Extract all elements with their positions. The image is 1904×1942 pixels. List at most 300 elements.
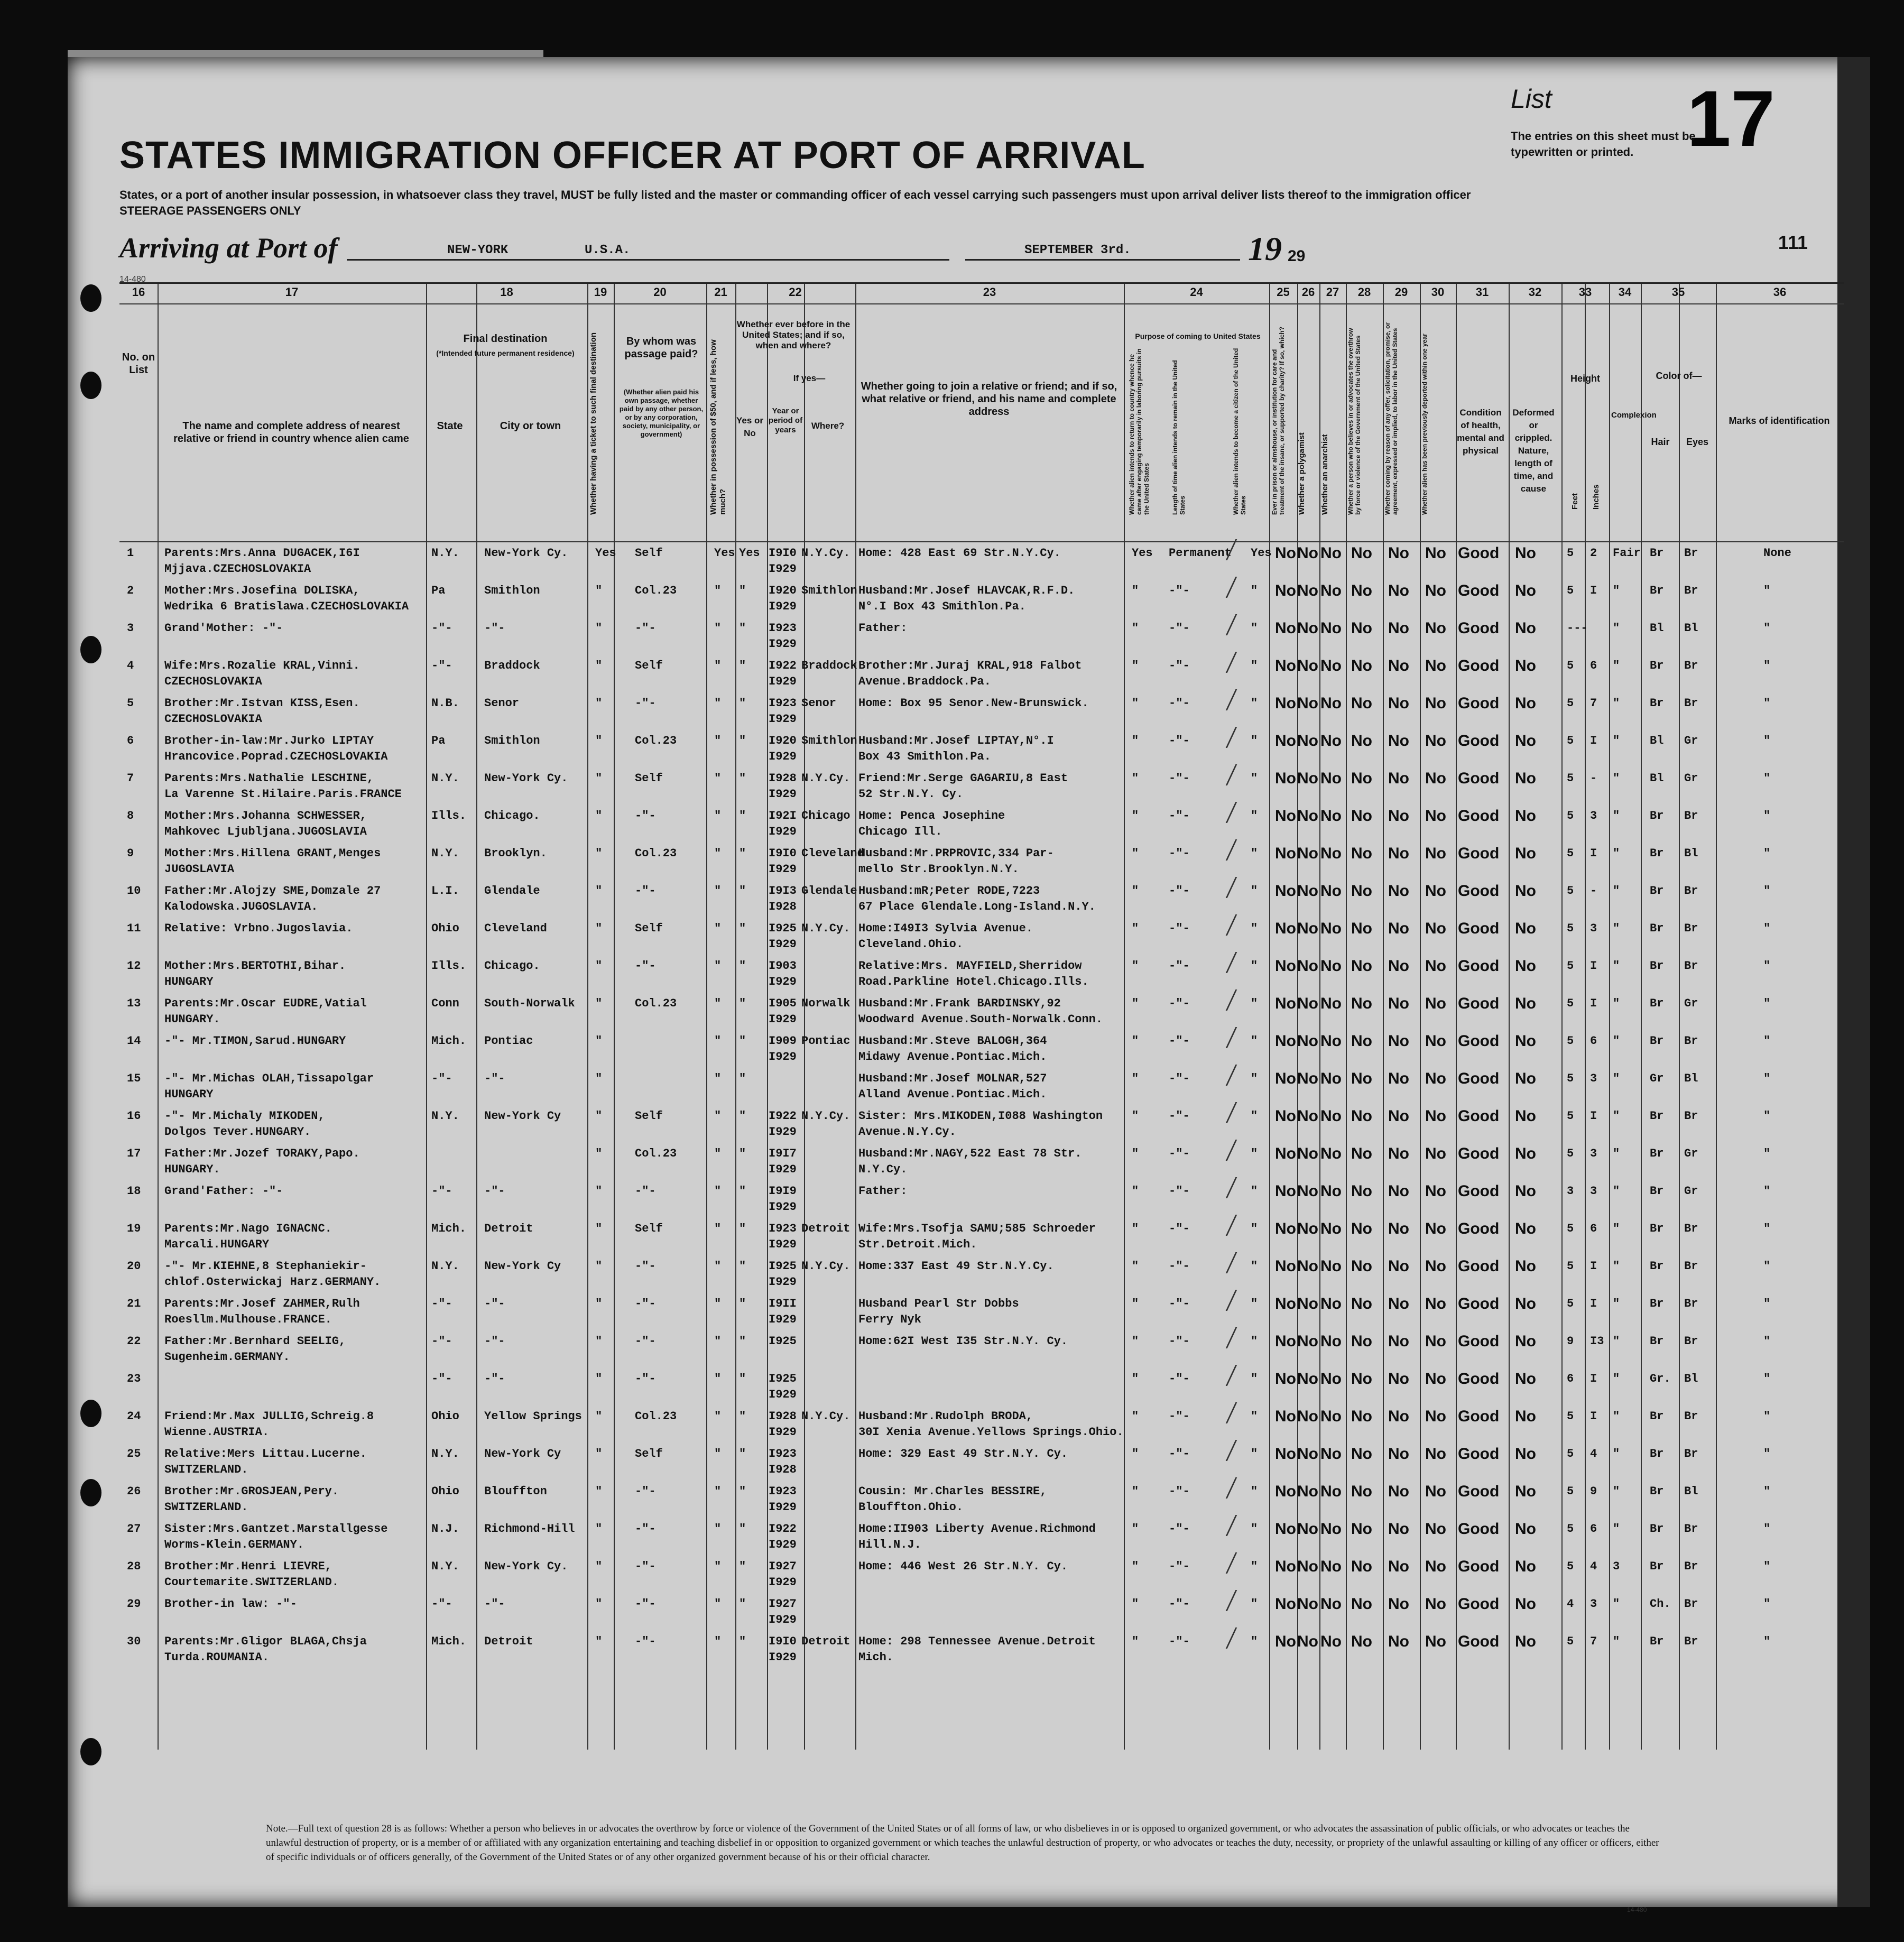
joining-line1: Home: Penca Josephine — [858, 809, 1005, 822]
health-condition: Good — [1458, 1408, 1500, 1425]
eye-color: Br — [1684, 1297, 1698, 1310]
purpose-length: -"- — [1169, 1522, 1190, 1536]
health-condition: Good — [1458, 1032, 1500, 1050]
destination-state: N.B. — [431, 697, 459, 710]
before-year-start: I923 — [769, 622, 797, 635]
height-inches: 9 — [1590, 1485, 1597, 1498]
height-feet: 5 — [1567, 997, 1574, 1010]
before-where: Detroit — [801, 1635, 851, 1648]
anarchist-answer: No — [1320, 995, 1342, 1012]
hair-color: Br — [1650, 997, 1664, 1010]
steerage-label: STEERAGE PASSENGERS ONLY — [119, 204, 301, 217]
joining-line2: mello Str.Brooklyn.N.Y. — [858, 863, 1019, 876]
deported-answer: No — [1425, 1295, 1446, 1312]
fifty-dollars-answer: " — [714, 1335, 722, 1348]
destination-city: Pontiac — [484, 1034, 533, 1048]
destination-city: Blouffton — [484, 1485, 547, 1498]
joining-line2: Avenue.N.Y.Cy. — [858, 1125, 956, 1139]
polygamist-answer: No — [1297, 1633, 1318, 1650]
joining-line1: Home: 329 East 49 Str.N.Y. Cy. — [858, 1447, 1068, 1460]
fifty-dollars-answer: " — [714, 1372, 722, 1385]
overthrow-answer: No — [1351, 695, 1372, 712]
prison-answer: No — [1275, 1595, 1296, 1613]
relative-address-line1: Parents:Mr.Josef ZAHMER,Rulh — [164, 1297, 360, 1310]
before-in-us-answer: " — [739, 1147, 746, 1160]
passage-paid-by: Self — [635, 1447, 663, 1460]
before-year-start: I92I — [769, 809, 797, 822]
purpose-citizen: Yes — [1251, 547, 1272, 560]
ticket-answer: " — [595, 847, 603, 860]
overthrow-answer: No — [1351, 1220, 1372, 1237]
height-feet: 5 — [1567, 1072, 1574, 1085]
prison-answer: No — [1275, 657, 1296, 674]
destination-city: New-York Cy — [484, 1109, 561, 1123]
deformed-answer: No — [1515, 1333, 1536, 1350]
before-in-us-answer: " — [739, 1522, 746, 1536]
passage-paid-by: Col.23 — [635, 1410, 677, 1423]
fifty-dollars-answer: " — [714, 1034, 722, 1048]
height-feet: 3 — [1567, 1185, 1574, 1198]
height-feet: 5 — [1567, 1635, 1574, 1648]
destination-city: -"- — [484, 1297, 505, 1310]
anarchist-answer: No — [1320, 920, 1342, 937]
complexion-value: " — [1613, 884, 1620, 898]
before-where: N.Y.Cy. — [801, 1109, 851, 1123]
table-row — [119, 1221, 1844, 1258]
row-number: 11 — [127, 922, 141, 935]
height-inches: 6 — [1590, 659, 1597, 672]
purpose-length: -"- — [1169, 1185, 1190, 1198]
joining-line1: Home:I49I3 Sylvia Avenue. — [858, 922, 1033, 935]
hair-color: Br — [1650, 809, 1664, 822]
fifty-dollars-answer: " — [714, 622, 722, 635]
before-year-end: I928 — [769, 1463, 797, 1476]
before-year-end: I929 — [769, 1125, 797, 1139]
ticket-answer: " — [595, 1635, 603, 1648]
header-relative-address: The name and complete address of nearest relative or friend in country whence alien came — [173, 420, 409, 445]
before-year-end: I929 — [769, 562, 797, 576]
identification-marks: " — [1763, 659, 1771, 672]
overthrow-answer: No — [1351, 1595, 1372, 1613]
promise-answer: No — [1388, 1408, 1409, 1425]
health-condition: Good — [1458, 1220, 1500, 1237]
destination-state: N.Y. — [431, 847, 459, 860]
height-feet: 5 — [1567, 1297, 1574, 1310]
footnote-question-28: Note.—Full text of question 28 is as follows: Whether a person who believes in or advocates the overthrow by force or violence of the Government of the United States or of all forms of law, or who disbelieves in or is opposed to organized government, or who advocates the assassination of public officials, or who advocates or teaches the unlawful destruction of property, or is a member of or affiliated with any organization entertaining and teaching disbelief in or opposition to organized government or which teaches the unlawful destruction of property, or who advocates or teaches the duty, necessity, or propriety of the unlawful assaulting or killing of any officer or officers, either of specific individuals or of officers generally, of the Government of the United States or of any other organized government because of his or their official character. — [266, 1823, 1659, 1863]
instructions-line: States, or a port of another insular possession, in whatsoever class they travel, MUST be fully listed and the master or commanding officer of each vessel carrying such passengers must upon arrival deliver lists thereof to the immigration officer — [119, 188, 1471, 201]
prison-answer: No — [1275, 807, 1296, 825]
destination-city: -"- — [484, 1335, 505, 1348]
overthrow-answer: No — [1351, 1445, 1372, 1463]
table-row — [119, 1259, 1844, 1296]
overthrow-answer: No — [1351, 1145, 1372, 1162]
header-overthrow: Whether a person who believes in or advocates the overthrow by force or violence of the Government of the United States — [1347, 328, 1362, 515]
destination-state: Mich. — [431, 1635, 467, 1648]
relative-address-line1: Mother:Mrs.BERTOTHI,Bihar. — [164, 959, 346, 973]
table-row — [119, 883, 1844, 920]
prison-answer: No — [1275, 1295, 1296, 1312]
form-title: STATES IMMIGRATION OFFICER AT PORT OF ARRIVAL — [119, 134, 1145, 177]
promise-answer: No — [1388, 920, 1409, 937]
complexion-value: " — [1613, 1109, 1620, 1123]
height-feet: 5 — [1567, 1522, 1574, 1536]
table-row — [119, 1108, 1844, 1145]
relative-address-line1: Mother:Mrs.Johanna SCHWESSER, — [164, 809, 367, 822]
promise-answer: No — [1388, 1107, 1409, 1125]
before-where: Norwalk — [801, 997, 851, 1010]
overthrow-answer: No — [1351, 957, 1372, 975]
complexion-value: " — [1613, 1335, 1620, 1348]
height-feet: 5 — [1567, 734, 1574, 747]
polygamist-answer: No — [1297, 582, 1318, 599]
row-number: 23 — [127, 1372, 141, 1385]
passage-paid-by: Self — [635, 659, 663, 672]
deformed-answer: No — [1515, 1182, 1536, 1200]
passage-paid-by: -"- — [635, 622, 656, 635]
relative-address-line1: Grand'Mother: -"- — [164, 622, 283, 635]
passage-paid-by: Self — [635, 1222, 663, 1235]
purpose-length: -"- — [1169, 1072, 1190, 1085]
purpose-citizen: " — [1251, 1297, 1258, 1310]
column-number: 23 — [983, 285, 996, 299]
relative-address-line2: Marcali.HUNGARY — [164, 1238, 270, 1251]
health-condition: Good — [1458, 544, 1500, 562]
row-number: 20 — [127, 1260, 141, 1273]
health-condition: Good — [1458, 657, 1500, 674]
joining-line1: Husband:Mr.Rudolph BRODA, — [858, 1410, 1033, 1423]
ticket-answer: " — [595, 1147, 603, 1160]
destination-state: Mich. — [431, 1034, 467, 1048]
destination-state: N.Y. — [431, 772, 459, 785]
table-row — [119, 733, 1844, 770]
height-inches: I — [1590, 1260, 1597, 1273]
deformed-answer: No — [1515, 1445, 1536, 1463]
purpose-citizen: " — [1251, 1485, 1258, 1498]
relative-address-line2: HUNGARY. — [164, 1013, 220, 1026]
height-feet: 4 — [1567, 1597, 1574, 1611]
anarchist-answer: No — [1320, 544, 1342, 562]
overthrow-answer: No — [1351, 619, 1372, 637]
polygamist-answer: No — [1297, 1370, 1318, 1388]
promise-answer: No — [1388, 995, 1409, 1012]
eye-color: Br — [1684, 584, 1698, 597]
health-condition: Good — [1458, 1445, 1500, 1463]
complexion-value: " — [1613, 1222, 1620, 1235]
column-number: 35 — [1671, 285, 1685, 299]
purpose-length: -"- — [1169, 1297, 1190, 1310]
height-feet: 5 — [1567, 847, 1574, 860]
relative-address-line1: Brother:Mr.Istvan KISS,Esen. — [164, 697, 360, 710]
deformed-answer: No — [1515, 1408, 1536, 1425]
header-year-period: Year or period of years — [768, 406, 803, 434]
passage-paid-by: Self — [635, 547, 663, 560]
joining-line2: Woodward Avenue.South-Norwalk.Conn. — [858, 1013, 1103, 1026]
row-number: 27 — [127, 1522, 141, 1536]
identification-marks: " — [1763, 922, 1771, 935]
hair-color: Br — [1650, 1109, 1664, 1123]
relative-address-line1: Mother:Mrs.Hillena GRANT,Menges — [164, 847, 381, 860]
purpose-citizen: " — [1251, 1335, 1258, 1348]
before-where: Braddock — [801, 659, 857, 672]
hair-color: Gr. — [1650, 1372, 1671, 1385]
form-code: 14-480 — [119, 275, 146, 284]
overthrow-answer: No — [1351, 1520, 1372, 1538]
row-number: 25 — [127, 1447, 141, 1460]
anarchist-answer: No — [1320, 1633, 1342, 1650]
height-inches: - — [1590, 884, 1597, 898]
promise-answer: No — [1388, 1145, 1409, 1162]
fifty-dollars-answer: " — [714, 1260, 722, 1273]
fifty-dollars-answer: " — [714, 1522, 722, 1536]
before-in-us-answer: " — [739, 1560, 746, 1573]
table-row — [119, 808, 1844, 845]
purpose-citizen: " — [1251, 1147, 1258, 1160]
deported-answer: No — [1425, 544, 1446, 562]
complexion-value: Fair — [1613, 547, 1641, 560]
prison-answer: No — [1275, 770, 1296, 787]
binder-hole — [80, 1738, 101, 1765]
height-feet: 5 — [1567, 697, 1574, 710]
joining-line1: Husband:mR;Peter RODE,7223 — [858, 884, 1040, 898]
row-number: 16 — [127, 1109, 141, 1123]
deformed-answer: No — [1515, 657, 1536, 674]
deported-answer: No — [1425, 732, 1446, 750]
relative-address-line2: CZECHOSLOVAKIA — [164, 675, 262, 688]
header-color-of: Color of— — [1656, 371, 1702, 381]
before-year-end: I929 — [769, 637, 797, 651]
polygamist-answer: No — [1297, 920, 1318, 937]
overthrow-answer: No — [1351, 845, 1372, 862]
destination-city: -"- — [484, 1372, 505, 1385]
binder-hole — [80, 1479, 101, 1506]
column-number: 20 — [653, 285, 667, 299]
identification-marks: " — [1763, 772, 1771, 785]
eye-color: Gr — [1684, 1147, 1698, 1160]
before-in-us-answer: " — [739, 922, 746, 935]
polygamist-answer: No — [1297, 1182, 1318, 1200]
relative-address-line1: Father:Mr.Alojzy SME,Domzale 27 — [164, 884, 381, 898]
deported-answer: No — [1425, 695, 1446, 712]
purpose-length: -"- — [1169, 1597, 1190, 1611]
height-inches: 6 — [1590, 1222, 1597, 1235]
relative-address-line2: JUGOSLAVIA — [164, 863, 235, 876]
destination-state: -"- — [431, 659, 452, 672]
promise-answer: No — [1388, 544, 1409, 562]
before-year-end: I929 — [769, 713, 797, 726]
header-prison: Ever in prison or almshouse, or institution for care and treatment of the insane, or supported by charity? If so, which? — [1271, 326, 1286, 515]
purpose-citizen: " — [1251, 1034, 1258, 1048]
complexion-value: " — [1613, 772, 1620, 785]
binder-hole — [80, 1400, 101, 1427]
ticket-answer: " — [595, 884, 603, 898]
before-year-end: I929 — [769, 1426, 797, 1439]
relative-address-line1: Brother-in-law:Mr.Jurko LIPTAY — [164, 734, 374, 747]
joining-line2: Ferry Nyk — [858, 1313, 921, 1326]
joining-line1: Sister: Mrs.MIKODEN,I088 Washington — [858, 1109, 1103, 1123]
purpose-citizen: " — [1251, 1597, 1258, 1611]
complexion-value: " — [1613, 1635, 1620, 1648]
joining-line2: 67 Place Glendale.Long-Island.N.Y. — [858, 900, 1096, 913]
column-number: 27 — [1326, 285, 1339, 299]
joining-line1: Home: 446 West 26 Str.N.Y. Cy. — [858, 1560, 1068, 1573]
purpose-length: -"- — [1169, 659, 1190, 672]
height-feet: 5 — [1567, 1560, 1574, 1573]
purpose-length: -"- — [1169, 1560, 1190, 1573]
purpose-return: " — [1132, 1072, 1139, 1085]
hair-color: Br — [1650, 1560, 1664, 1573]
before-year-start: I922 — [769, 1522, 797, 1536]
fifty-dollars-answer: " — [714, 1635, 722, 1648]
purpose-citizen: " — [1251, 772, 1258, 785]
fifty-dollars-answer: " — [714, 1410, 722, 1423]
hair-color: Br — [1650, 1185, 1664, 1198]
relative-address-line1: Sister:Mrs.Gantzet.Marstallgesse — [164, 1522, 388, 1536]
relative-address-line1: Parents:Mr.Oscar EUDRE,Vatial — [164, 997, 367, 1010]
before-in-us-answer: " — [739, 1185, 746, 1198]
anarchist-answer: No — [1320, 657, 1342, 674]
purpose-return: " — [1132, 809, 1139, 822]
destination-state: N.J. — [431, 1522, 459, 1536]
before-year-end: I929 — [769, 1238, 797, 1251]
overthrow-answer: No — [1351, 1070, 1372, 1087]
anarchist-answer: No — [1320, 1445, 1342, 1463]
row-number: 26 — [127, 1485, 141, 1498]
before-year-start: I927 — [769, 1597, 797, 1611]
fifty-dollars-answer: " — [714, 959, 722, 973]
table-row — [119, 958, 1844, 995]
overthrow-answer: No — [1351, 1633, 1372, 1650]
row-number: 15 — [127, 1072, 141, 1085]
identification-marks: " — [1763, 1560, 1771, 1573]
relative-address-line2: HUNGARY — [164, 1088, 214, 1101]
ticket-answer: " — [595, 734, 603, 747]
deformed-answer: No — [1515, 582, 1536, 599]
column-number: 21 — [714, 285, 727, 299]
relative-address-line2: Hrancovice.Poprad.CZECHOSLOVAKIA — [164, 750, 388, 763]
promise-answer: No — [1388, 1220, 1409, 1237]
deported-answer: No — [1425, 920, 1446, 937]
height-inches: I3 — [1590, 1335, 1604, 1348]
height-feet: 6 — [1567, 1372, 1574, 1385]
row-number: 10 — [127, 884, 141, 898]
prison-answer: No — [1275, 1182, 1296, 1200]
polygamist-answer: No — [1297, 845, 1318, 862]
before-year-end: I929 — [769, 1388, 797, 1401]
ticket-answer: " — [595, 1560, 603, 1573]
purpose-length: -"- — [1169, 959, 1190, 973]
column-number: 17 — [285, 285, 299, 299]
passage-paid-by: -"- — [635, 959, 656, 973]
destination-state: -"- — [431, 1335, 452, 1348]
column-number: 28 — [1357, 285, 1371, 299]
before-where: Detroit — [801, 1222, 851, 1235]
joining-line1: Home:II903 Liberty Avenue.Richmond — [858, 1522, 1096, 1536]
deformed-answer: No — [1515, 1595, 1536, 1613]
health-condition: Good — [1458, 1333, 1500, 1350]
identification-marks: " — [1763, 847, 1771, 860]
purpose-return: " — [1132, 1260, 1139, 1273]
table-row — [119, 545, 1844, 582]
ticket-answer: " — [595, 959, 603, 973]
column-number: 34 — [1618, 285, 1632, 299]
header-height: Height — [1570, 373, 1600, 384]
passage-paid-by: -"- — [635, 1335, 656, 1348]
hair-color: Br — [1650, 659, 1664, 672]
joining-line1: Husband:Mr.Frank BARDINSKY,92 — [858, 997, 1061, 1010]
promise-answer: No — [1388, 1032, 1409, 1050]
table-row — [119, 1559, 1844, 1596]
identification-marks: " — [1763, 959, 1771, 973]
joining-line2: Cleveland.Ohio. — [858, 938, 964, 951]
identification-marks: " — [1763, 1635, 1771, 1648]
eye-color: Br — [1684, 922, 1698, 935]
anarchist-answer: No — [1320, 845, 1342, 862]
before-year-start: I9I0 — [769, 847, 797, 860]
deported-answer: No — [1425, 770, 1446, 787]
overthrow-answer: No — [1351, 882, 1372, 900]
destination-city: Smithlon — [484, 734, 540, 747]
deported-answer: No — [1425, 957, 1446, 975]
complexion-value: " — [1613, 1597, 1620, 1611]
header-health: Condition of health, mental and physical — [1457, 408, 1504, 456]
before-year-end: I929 — [769, 1313, 797, 1326]
before-year-start: I9I0 — [769, 547, 797, 560]
overthrow-answer: No — [1351, 1370, 1372, 1388]
height-feet: 5 — [1567, 922, 1574, 935]
fifty-dollars-answer: " — [714, 1447, 722, 1460]
joining-line2: Mich. — [858, 1651, 894, 1664]
prison-answer: No — [1275, 582, 1296, 599]
relative-address-line2: Kalodowska.JUGOSLAVIA. — [164, 900, 318, 913]
purpose-length: -"- — [1169, 1260, 1190, 1273]
before-in-us-answer: " — [739, 1072, 746, 1085]
joining-line2: N°.I Box 43 Smithlon.Pa. — [858, 600, 1026, 613]
list-label: List — [1511, 84, 1552, 114]
height-feet: 5 — [1567, 1410, 1574, 1423]
hair-color: Br — [1650, 922, 1664, 935]
purpose-return: " — [1132, 1335, 1139, 1348]
eye-color: Br — [1684, 884, 1698, 898]
joining-line2: Road.Parkline Hotel.Chicago.Ills. — [858, 975, 1089, 988]
purpose-citizen: " — [1251, 697, 1258, 710]
anarchist-answer: No — [1320, 1370, 1342, 1388]
height-inches: I — [1590, 734, 1597, 747]
identification-marks: " — [1763, 884, 1771, 898]
health-condition: Good — [1458, 1520, 1500, 1538]
joining-line1: Home: Box 95 Senor.New-Brunswick. — [858, 697, 1089, 710]
relative-address-line2: CZECHOSLOVAKIA — [164, 713, 262, 726]
purpose-length: -"- — [1169, 884, 1190, 898]
purpose-length: -"- — [1169, 1109, 1190, 1123]
anarchist-answer: No — [1320, 1145, 1342, 1162]
deformed-answer: No — [1515, 920, 1536, 937]
before-in-us-answer: " — [739, 1109, 746, 1123]
identification-marks: " — [1763, 1260, 1771, 1273]
deformed-answer: No — [1515, 544, 1536, 562]
complexion-value: " — [1613, 922, 1620, 935]
purpose-return: " — [1132, 1372, 1139, 1385]
anarchist-answer: No — [1320, 695, 1342, 712]
health-condition: Good — [1458, 1370, 1500, 1388]
promise-answer: No — [1388, 770, 1409, 787]
overthrow-answer: No — [1351, 995, 1372, 1012]
health-condition: Good — [1458, 882, 1500, 900]
anarchist-answer: No — [1320, 619, 1342, 637]
height-feet: 5 — [1567, 1147, 1574, 1160]
ticket-answer: " — [595, 1297, 603, 1310]
ticket-answer: " — [595, 772, 603, 785]
deported-answer: No — [1425, 995, 1446, 1012]
